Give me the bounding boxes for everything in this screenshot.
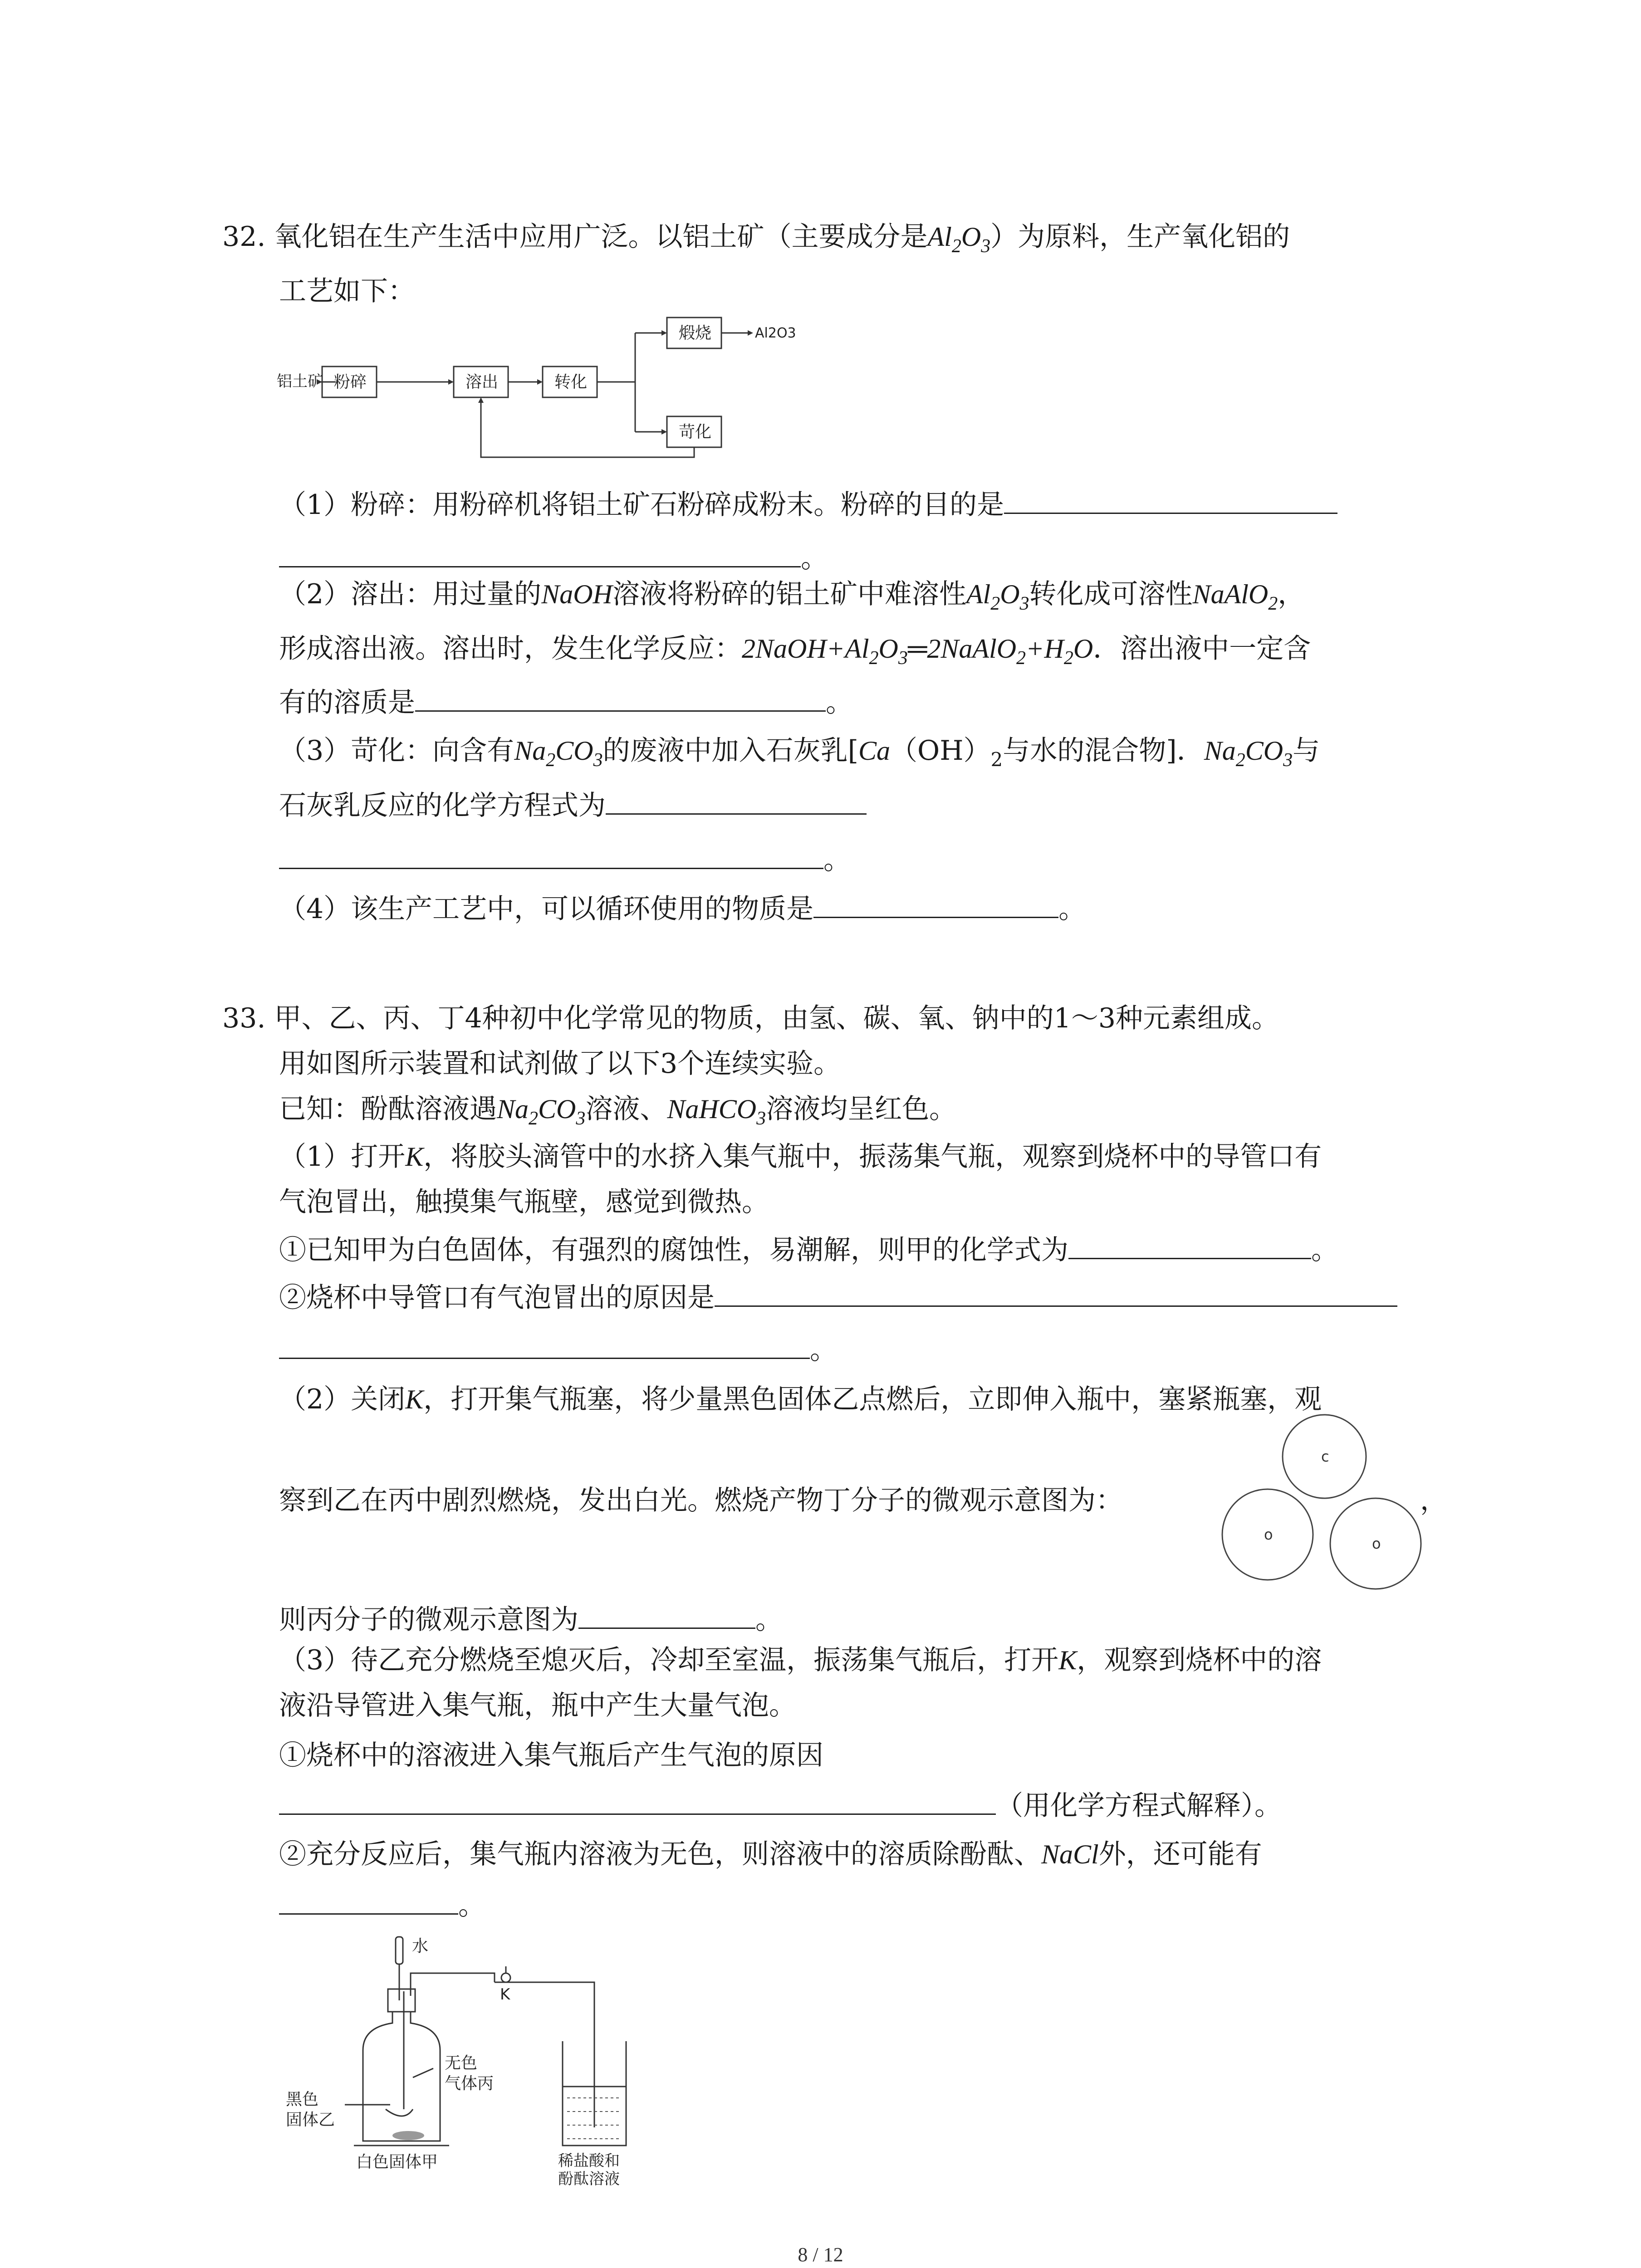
page-number: 8 / 12 (798, 2244, 843, 2266)
answer-blank[interactable] (715, 1279, 1397, 1307)
q33-part3-i: ①烧杯中的溶液进入集气瓶后产生气泡的原因 (279, 1740, 823, 1771)
q32-part3-line2: 石灰乳反应的化学方程式为 (279, 787, 867, 824)
answer-blank[interactable] (415, 684, 826, 712)
combustion-spoon-icon (386, 2109, 413, 2116)
q33-part2-line1: （2）关闭K，打开集气瓶塞，将少量黑色固体乙点燃后，立即伸入瓶中，塞紧瓶塞，观 (279, 1383, 1322, 1415)
reaction-equation: $2NaOH+Al_2O_3═2NaAlO_2+H_2O$ (742, 634, 1093, 669)
q33-part3-line1: （3）待乙充分燃烧至熄灭后，冷却至室温，振荡集气瓶后，打开K，观察到烧杯中的溶 (279, 1644, 1322, 1676)
q33-part3-line2: 液沿导管进入集气瓶，瓶中产生大量气泡。 (279, 1690, 796, 1721)
label-water: 水 (412, 1937, 429, 1955)
molecule-model (1220, 1411, 1429, 1601)
q32-part3-line1: （3）苛化：向含有$Na_2CO_3$的废液中加入石灰乳[$Ca(OH)_2$与水的混合物]．$Na_2CO_3$与 (279, 735, 1320, 771)
q32-part2-line1: （2）溶出：用过量的NaOH溶液将粉碎的铝土矿中难溶性$Al_2O_3$转化成可溶性NaAlO$_2$， (279, 578, 1305, 614)
q33-part2-comma: ， (1420, 1485, 1447, 1516)
q33-part2-line2: 察到乙在丙中剧烈燃烧，发出白光。燃烧产物丁分子的微观示意图为： (279, 1485, 1123, 1516)
q33-intro-line2: 用如图所示装置和试剂做了以下3个连续实验。 (279, 1048, 841, 1080)
label-gas-1: 无色 (445, 2054, 478, 2072)
answer-blank[interactable] (578, 1601, 755, 1629)
svg-text:o: o (1264, 1526, 1273, 1543)
flow-product-label: Al2O3 (755, 325, 796, 341)
q32-part3-line3: 。 (279, 841, 851, 878)
svg-text:c: c (1321, 1448, 1329, 1465)
q33-number: 33. (222, 1002, 266, 1034)
dropper-bulb-icon (396, 1937, 403, 1964)
q32-part1: （1）粉碎：用粉碎机将铝土矿石粉碎成粉末。粉碎的目的是 (279, 486, 1337, 523)
answer-blank[interactable] (279, 540, 801, 567)
gas-bottle-icon (363, 2012, 440, 2141)
q33-part3-ii: ②充分反应后，集气瓶内溶液为无色，则溶液中的溶质除酚酞、NaCl外，还可能有 (279, 1838, 1262, 1870)
q33-intro-line1: 33. 甲、乙、丙、丁4种初中化学常见的物质，由氢、碳、氧、钠中的1～3种元素组成。 (222, 1002, 1279, 1034)
label-gas-2: 气体丙 (445, 2074, 494, 2093)
apparatus-diagram (277, 1932, 640, 2186)
answer-blank[interactable] (1068, 1232, 1311, 1259)
q33-part1-line2: 气泡冒出，触摸集气瓶壁，感觉到微热。 (279, 1186, 769, 1218)
flow-start-label: 铝土矿 (277, 372, 323, 391)
q32-part2-line2: 形成溶出液。溶出时，发生化学反应：$2NaOH+Al_2O_3═2NaAlO_2+H_2O$．溶出液中一定含 (279, 633, 1311, 669)
answer-blank[interactable] (813, 890, 1058, 918)
label-beaker-1: 稀盐酸和 (558, 2152, 620, 2170)
label-beaker-2: 酚酞溶液 (558, 2170, 620, 2186)
q33-part3-i-cont: （用化学方程式解释）。 (279, 1787, 1282, 1824)
q33-part1-i: ①已知甲为白色固体，有强烈的腐蚀性，易潮解，则甲的化学式为 。 (279, 1232, 1338, 1268)
label-black-solid-2: 固体乙 (286, 2111, 335, 2129)
process-flow-diagram (277, 313, 867, 463)
q33-part3-ii-cont: 。 (279, 1887, 485, 1924)
q33-known: 已知：酚酞溶液遇$Na_2CO_3$溶液、NaHCO$_3$溶液均呈红色。 (279, 1093, 957, 1129)
label-k: K (500, 1985, 510, 2004)
answer-blank[interactable] (279, 841, 823, 869)
svg-text:o: o (1372, 1535, 1381, 1552)
answer-blank[interactable] (279, 1787, 996, 1815)
q33-part1-ii-cont: 。 (279, 1331, 837, 1368)
q32-part2-line3: 有的溶质是 。 (279, 684, 853, 721)
flow-crush-label: 粉碎 (334, 373, 367, 391)
q33-part1-line1: （1）打开K，将胶头滴管中的水挤入集气瓶中，振荡集气瓶，观察到烧杯中的导管口有 (279, 1141, 1322, 1173)
answer-blank[interactable] (606, 787, 867, 815)
answer-blank[interactable] (279, 1887, 458, 1915)
flow-convert-label: 转化 (554, 373, 588, 391)
label-white-solid: 白色固体甲 (356, 2153, 438, 2171)
flow-calcine-label: 煅烧 (679, 324, 712, 342)
q32-part4: （4）该生产工艺中，可以循环使用的物质是 。 (279, 890, 1086, 927)
answer-blank[interactable] (1004, 486, 1337, 514)
label-black-solid-1: 黑色 (286, 2090, 319, 2109)
q32-part1-cont: 。 (279, 540, 828, 577)
q32-intro-line1: 32. 氧化铝在生产生活中应用广泛。以铝土矿（主要成分是$Al_2O_3$）为原料，生产氧化铝的 (222, 221, 1290, 257)
answer-blank[interactable] (279, 1331, 810, 1359)
q32-number: 32. (222, 221, 266, 253)
white-solid-icon (392, 2131, 424, 2140)
q33-part1-ii: ②烧杯中导管口有气泡冒出的原因是 (279, 1279, 1397, 1316)
q32-intro-line2: 工艺如下： (279, 275, 415, 307)
clamp-k-icon (501, 1973, 510, 1982)
q33-part2-line3: 则丙分子的微观示意图为 。 (279, 1601, 783, 1638)
flow-causticize-label: 苛化 (679, 423, 712, 441)
flow-dissolve-label: 溶出 (465, 373, 499, 391)
